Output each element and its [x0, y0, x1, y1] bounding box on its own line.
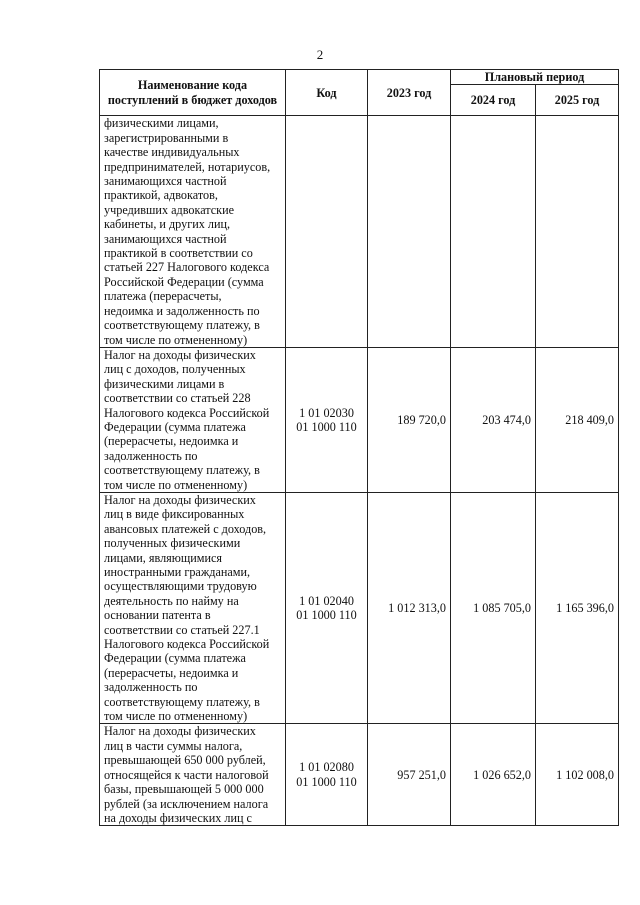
- table-row: [100, 116, 619, 348]
- row-value-2023: 1 012 313,0: [368, 492, 451, 724]
- row-code-cell: 1 01 02040 01 1000 110: [286, 492, 368, 724]
- row-name-cell: Налог на доходы физических лиц с доходов, полученных физическими лицами в соответствии со статьей 228 Налогового кодекса Российской Федерации (сумма платежа (перерасчеты, недоимка и задолженность по соответствующему платежу, в том числе по отмененному): [100, 347, 286, 492]
- row-value-2025: [536, 116, 619, 348]
- row-name-cell: Налог на доходы физических лиц в виде фиксированных авансовых платежей с доходов, полученных физическими лицами, являющимися иностранными гражданами, осуществляющими трудовую деятельность по найму на основании патента в соответствии со статьей 227.1 Налогового кодекса Российской Федерации (сумма платежа (перерасчеты, недоимка и задолженность по соответствующему платежу, в том числе по отмененному): [100, 492, 286, 724]
- row-name-cell: физическими лицами, зарегистрированными в качестве индивидуальных предпринимателей, нотариусов, занимающихся частной практикой, адвокатов, учредивших адвокатские кабинеты, и других лиц, занимающихся частной практикой в соответствии со статьей 227 Налогового кодекса Российской Федерации (сумма платежа (перерасчеты, недоимка и задолженность по соответствующему платежу, в том числе по отмененному): [100, 116, 286, 348]
- row-code-cell: 1 01 02030 01 1000 110: [286, 347, 368, 492]
- row-value-2025: 1 165 396,0: [536, 492, 619, 724]
- header-year-2025: 2025 год: [536, 85, 619, 116]
- header-name: Наименование кода поступлений в бюджет доходов: [100, 70, 286, 116]
- row-value-2024: 1 026 652,0: [451, 724, 536, 826]
- row-value-2025: 1 102 008,0: [536, 724, 619, 826]
- row-code-cell: [286, 116, 368, 348]
- header-plan-period: Плановый период: [451, 70, 619, 85]
- revenue-table: [99, 69, 619, 826]
- header-year-2024: 2024 год: [451, 85, 536, 116]
- table-row: [100, 492, 619, 724]
- row-value-2024: [451, 116, 536, 348]
- page-number: 2: [316, 47, 324, 62]
- table-row: [100, 347, 619, 492]
- row-value-2025: 218 409,0: [536, 347, 619, 492]
- header-code: Код: [286, 70, 368, 116]
- table-row: [100, 724, 619, 826]
- row-value-2023: [368, 116, 451, 348]
- row-value-2023: 957 251,0: [368, 724, 451, 826]
- header-year-2023: 2023 год: [368, 70, 451, 116]
- row-value-2024: 1 085 705,0: [451, 492, 536, 724]
- row-value-2024: 203 474,0: [451, 347, 536, 492]
- row-code-cell: 1 01 02080 01 1000 110: [286, 724, 368, 826]
- row-value-2023: 189 720,0: [368, 347, 451, 492]
- row-name-cell: Налог на доходы физических лиц в части суммы налога, превышающей 650 000 рублей, относящейся к части налоговой базы, превышающей 5 000 000 рублей (за исключением налога на доходы физических лиц с: [100, 724, 286, 826]
